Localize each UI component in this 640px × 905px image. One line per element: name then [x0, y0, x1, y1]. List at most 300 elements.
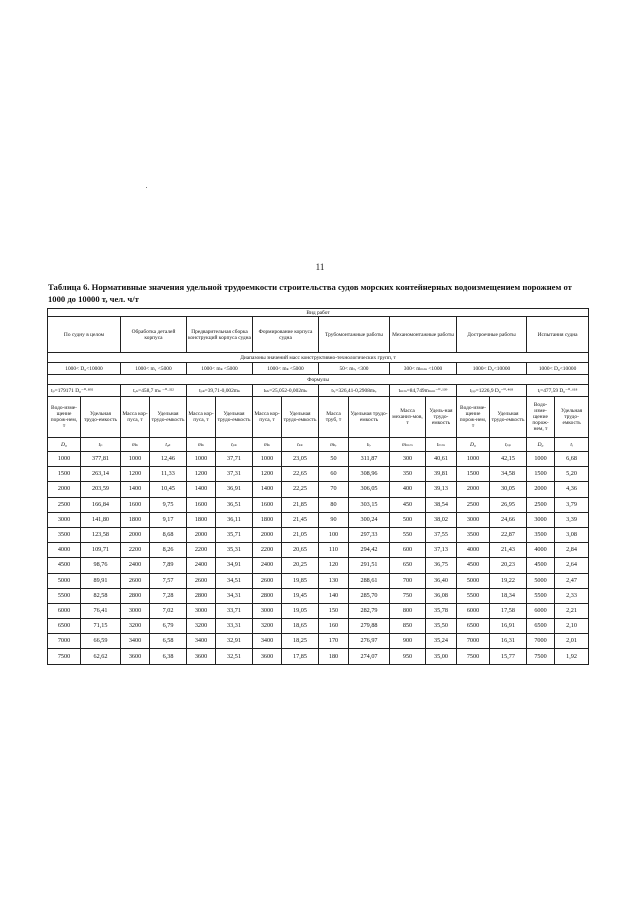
table-cell: 2000	[457, 482, 490, 497]
subheader-cell: Удельная трудо-емкость	[150, 397, 187, 438]
subheader-cell: Масса кор-пуса, т	[121, 397, 150, 438]
table-cell: 36,51	[216, 497, 253, 512]
table-cell: 377,81	[81, 452, 121, 467]
table-cell: 21,45	[282, 512, 319, 527]
table-cell: 3500	[527, 527, 555, 542]
table-cell: 1400	[253, 482, 282, 497]
work-type-header: Вид работ	[48, 309, 589, 317]
table-cell: 36,08	[426, 588, 457, 603]
table-cell: 2600	[121, 573, 150, 588]
table-cell: 123,58	[81, 527, 121, 542]
table-row	[48, 634, 589, 649]
table-cell: 6000	[457, 603, 490, 618]
table-cell: 110	[319, 543, 349, 558]
table-cell: 2600	[253, 573, 282, 588]
table-cell: 90	[319, 512, 349, 527]
table-cell: 3200	[253, 619, 282, 634]
formula-cell: tₚ=179171 D₀⁻⁰·⁸⁹²	[48, 385, 121, 397]
formula-cell: tₖₖ=25,052-0,002mₖ	[253, 385, 319, 397]
table-cell: 550	[390, 527, 426, 542]
table-cell: 16,31	[490, 634, 527, 649]
table-cell: 71,15	[81, 619, 121, 634]
table-cell: 7,89	[150, 558, 187, 573]
subheader-cell: Водо-изме-щение порож-нем, т	[527, 397, 555, 438]
table-cell: 37,71	[216, 452, 253, 467]
table-cell: 6,79	[150, 619, 187, 634]
table-cell: 22,87	[490, 527, 527, 542]
table-cell: 33,71	[216, 603, 253, 618]
formula-cell: tₚₚ=1226,9 D₀⁻⁰·⁴⁶⁸	[457, 385, 527, 397]
table-cell: 21,85	[282, 497, 319, 512]
table-cell: 76,41	[81, 603, 121, 618]
table-cell: 700	[390, 573, 426, 588]
table-cell: 166,84	[81, 497, 121, 512]
table-cell: 3000	[253, 603, 282, 618]
table-cell: 1200	[253, 467, 282, 482]
table-cell: 35,50	[426, 619, 457, 634]
subheader-cell: Масса кор-пуса, т	[187, 397, 216, 438]
table-cell: 5000	[457, 573, 490, 588]
symbol-cell: tₚₖ	[216, 438, 253, 452]
table-cell: 1500	[457, 467, 490, 482]
table-cell: 2,84	[555, 543, 589, 558]
table-cell: 7000	[457, 634, 490, 649]
table-row	[48, 543, 589, 558]
table-cell: 2200	[187, 543, 216, 558]
table-cell: 70	[319, 482, 349, 497]
table-row	[48, 573, 589, 588]
range-cell: 1000< D₀<10000	[457, 363, 527, 375]
table-cell: 750	[390, 588, 426, 603]
table-cell: 850	[390, 619, 426, 634]
table-cell: 5000	[48, 573, 81, 588]
table-cell: 1000	[48, 452, 81, 467]
table-cell: 950	[390, 649, 426, 664]
table-cell: 109,71	[81, 543, 121, 558]
table-cell: 7000	[527, 634, 555, 649]
table-cell: 2500	[48, 497, 81, 512]
symbol-cell: tₜᵣ	[349, 438, 390, 452]
table-cell: 1800	[121, 512, 150, 527]
table-cell: 62,62	[81, 649, 121, 664]
table-cell: 7500	[527, 649, 555, 664]
range-cell: 1000< mₖ <5000	[187, 363, 253, 375]
table-cell: 3000	[457, 512, 490, 527]
table-cell: 9,75	[150, 497, 187, 512]
work-type-header-row	[48, 309, 589, 317]
subheader-cell: Масса кор-пуса, т	[253, 397, 282, 438]
symbol-cell: D₀	[48, 438, 81, 452]
table-cell: 2600	[187, 573, 216, 588]
table-cell: 50	[319, 452, 349, 467]
range-cell: 300< mₘₘ <1000	[390, 363, 457, 375]
range-cell: 1000< D₀<10000	[527, 363, 589, 375]
table-cell: 11,33	[150, 467, 187, 482]
table-cell: 60	[319, 467, 349, 482]
table-cell: 7,28	[150, 588, 187, 603]
table-cell: 1800	[187, 512, 216, 527]
category-cell: По судну в целом	[48, 317, 121, 353]
table-cell: 2500	[457, 497, 490, 512]
table-cell: 7,02	[150, 603, 187, 618]
table-cell: 2,33	[555, 588, 589, 603]
table-cell: 6,38	[150, 649, 187, 664]
subheader-row	[48, 397, 589, 438]
table-cell: 4,36	[555, 482, 589, 497]
table-cell: 2400	[121, 558, 150, 573]
subheader-cell: Водо-изме-щение порож-нем, т	[457, 397, 490, 438]
table-cell: 34,58	[490, 467, 527, 482]
table-cell: 40,61	[426, 452, 457, 467]
symbol-cell: tᵢ	[555, 438, 589, 452]
table-cell: 1600	[121, 497, 150, 512]
table-cell: 288,61	[349, 573, 390, 588]
table-cell: 800	[390, 603, 426, 618]
subheader-cell: Удельная трудо-емкость	[81, 397, 121, 438]
table-cell: 32,51	[216, 649, 253, 664]
table-cell: 1400	[121, 482, 150, 497]
category-cell: Формирование корпуса судна	[253, 317, 319, 353]
subheader-cell: Удельная трудо-емкость	[490, 397, 527, 438]
table-cell: 2800	[121, 588, 150, 603]
norms-table	[47, 308, 589, 665]
table-cell: 276,97	[349, 634, 390, 649]
table-cell: 282,79	[349, 603, 390, 618]
table-cell: 34,91	[216, 558, 253, 573]
subheader-cell: Масса механиз-мов, т	[390, 397, 426, 438]
table-cell: 36,75	[426, 558, 457, 573]
table-cell: 36,91	[216, 482, 253, 497]
table-cell: 66,59	[81, 634, 121, 649]
symbol-cell: mₖ	[121, 438, 150, 452]
table-cell: 2,10	[555, 619, 589, 634]
table-cell: 3000	[187, 603, 216, 618]
table-cell: 3200	[187, 619, 216, 634]
table-cell: 285,70	[349, 588, 390, 603]
table-cell: 20,23	[490, 558, 527, 573]
symbol-cell: D₀	[457, 438, 490, 452]
table-cell: 3500	[48, 527, 81, 542]
table-cell: 3200	[121, 619, 150, 634]
table-cell: 36,40	[426, 573, 457, 588]
table-cell: 21,05	[282, 527, 319, 542]
table-cell: 279,88	[349, 619, 390, 634]
table-cell: 3500	[457, 527, 490, 542]
table-cell: 6,68	[555, 452, 589, 467]
range-cell: 1000< m₁ <5000	[121, 363, 187, 375]
table-cell: 1000	[121, 452, 150, 467]
table-cell: 26,95	[490, 497, 527, 512]
table-cell: 98,76	[81, 558, 121, 573]
category-cell: Обработка деталей корпуса	[121, 317, 187, 353]
table-cell: 3600	[187, 649, 216, 664]
symbol-cell: mₜᵣ	[319, 438, 349, 452]
table-cell: 39,13	[426, 482, 457, 497]
table-cell: 2000	[48, 482, 81, 497]
table-cell: 33,31	[216, 619, 253, 634]
table-cell: 5,20	[555, 467, 589, 482]
table-cell: 180	[319, 649, 349, 664]
table-cell: 303,15	[349, 497, 390, 512]
table-cell: 21,43	[490, 543, 527, 558]
table-cell: 19,45	[282, 588, 319, 603]
table-cell: 4500	[48, 558, 81, 573]
table-cell: 19,85	[282, 573, 319, 588]
table-cell: 19,05	[282, 603, 319, 618]
subheader-cell: Водо-изме-щение порож-нем, т	[48, 397, 81, 438]
table-cell: 2400	[253, 558, 282, 573]
table-cell: 100	[319, 527, 349, 542]
table-cell: 2000	[187, 527, 216, 542]
formulas-title: Формулы	[48, 375, 589, 385]
table-cell: 80	[319, 497, 349, 512]
subheader-cell: Удельная трудо-емкость	[216, 397, 253, 438]
table-cell: 1500	[48, 467, 81, 482]
table-cell: 311,87	[349, 452, 390, 467]
table-cell: 1000	[253, 452, 282, 467]
table-cell: 38,02	[426, 512, 457, 527]
formulas-row	[48, 385, 589, 397]
table-cell: 160	[319, 619, 349, 634]
table-cell: 17,85	[282, 649, 319, 664]
subheader-cell: Масса труб, т	[319, 397, 349, 438]
table-cell: 1200	[121, 467, 150, 482]
table-cell: 400	[390, 482, 426, 497]
table-cell: 3000	[121, 603, 150, 618]
table-cell: 500	[390, 512, 426, 527]
subheader-cell: Удельная трудо-емкость	[555, 397, 589, 438]
table-cell: 36,11	[216, 512, 253, 527]
category-cell: Предварительная сборка конструкций корпуса судна	[187, 317, 253, 353]
table-cell: 3600	[121, 649, 150, 664]
table-cell: 8,68	[150, 527, 187, 542]
table-cell: 2,01	[555, 634, 589, 649]
table-cell: 35,31	[216, 543, 253, 558]
table-cell: 6500	[48, 619, 81, 634]
table-cell: 3,39	[555, 512, 589, 527]
table-cell: 82,58	[81, 588, 121, 603]
table-cell: 2,64	[555, 558, 589, 573]
table-row	[48, 558, 589, 573]
table-cell: 6000	[527, 603, 555, 618]
table-cell: 6000	[48, 603, 81, 618]
table-row	[48, 527, 589, 542]
subheader-cell: Удельная трудо-емкость	[282, 397, 319, 438]
table-cell: 1600	[253, 497, 282, 512]
table-cell: 18,34	[490, 588, 527, 603]
table-row	[48, 467, 589, 482]
table-cell: 4000	[527, 543, 555, 558]
table-cell: 37,13	[426, 543, 457, 558]
table-cell: 34,31	[216, 588, 253, 603]
ranges-title: Диапазоны значений масс конструктивно-технологических групп, т	[48, 353, 589, 363]
range-cell: 1000< D₀<10000	[48, 363, 121, 375]
table-cell: 2500	[527, 497, 555, 512]
table-cell: 7500	[457, 649, 490, 664]
table-cell: 3400	[187, 634, 216, 649]
table-cell: 7500	[48, 649, 81, 664]
category-cell: Трубомонтажные работы	[319, 317, 390, 353]
table-cell: 2000	[121, 527, 150, 542]
table-cell: 35,71	[216, 527, 253, 542]
table-cell: 900	[390, 634, 426, 649]
table-cell: 35,24	[426, 634, 457, 649]
table-cell: 4000	[48, 543, 81, 558]
table-cell: 6500	[457, 619, 490, 634]
table-cell: 9,17	[150, 512, 187, 527]
table-cell: 10,45	[150, 482, 187, 497]
formula-cell: tᵢ=477,59 D₀⁻⁰·⁶¹⁸	[527, 385, 589, 397]
table-cell: 170	[319, 634, 349, 649]
symbol-cell: tₚ	[81, 438, 121, 452]
range-cell: 50< mₜᵣ <300	[319, 363, 390, 375]
table-cell: 2200	[121, 543, 150, 558]
symbol-cell: D₀	[527, 438, 555, 452]
table-cell: 294,42	[349, 543, 390, 558]
category-cell: Достроечные работы	[457, 317, 527, 353]
table-cell: 4500	[527, 558, 555, 573]
formula-cell: tₚₖ=39,71-0,002mₖ	[187, 385, 253, 397]
subheader-cell: Удельная трудо-емкость	[349, 397, 390, 438]
table-cell: 30,05	[490, 482, 527, 497]
table-cell: 15,77	[490, 649, 527, 664]
table-cell: 5500	[527, 588, 555, 603]
table-cell: 203,59	[81, 482, 121, 497]
table-cell: 5500	[457, 588, 490, 603]
table-cell: 1000	[527, 452, 555, 467]
range-cell: 1000< mₖ <5000	[253, 363, 319, 375]
formula-cell: tₜᵣ=326,41-0,2908mₜᵣ	[319, 385, 390, 397]
table-cell: 3000	[48, 512, 81, 527]
table-cell: 1000	[187, 452, 216, 467]
table-cell: 7,57	[150, 573, 187, 588]
table-cell: 1,92	[555, 649, 589, 664]
table-row	[48, 588, 589, 603]
scan-speck	[146, 187, 147, 188]
table-cell: 141,80	[81, 512, 121, 527]
table-cell: 1200	[187, 467, 216, 482]
category-cell: Механомонтажные работы	[390, 317, 457, 353]
table-cell: 3000	[527, 512, 555, 527]
table-cell: 5000	[527, 573, 555, 588]
table-cell: 22,25	[282, 482, 319, 497]
table-cell: 450	[390, 497, 426, 512]
table-caption: Таблица 6. Нормативные значения удельной трудоемкости строительства судов морских контейнерных водоизмещением порожнем от 1000 до 10000 т, чел. ч/т	[48, 282, 572, 304]
table-cell: 19,22	[490, 573, 527, 588]
table-cell: 3400	[121, 634, 150, 649]
table-cell: 4000	[457, 543, 490, 558]
table-cell: 89,91	[81, 573, 121, 588]
table-cell: 1600	[187, 497, 216, 512]
ranges-row	[48, 363, 589, 375]
symbol-cell: mₘₘ	[390, 438, 426, 452]
table-cell: 3600	[253, 649, 282, 664]
table-cell: 2200	[253, 543, 282, 558]
table-cell: 600	[390, 543, 426, 558]
table-cell: 16,91	[490, 619, 527, 634]
category-row	[48, 317, 589, 353]
table-cell: 35,00	[426, 649, 457, 664]
table-cell: 2400	[187, 558, 216, 573]
ranges-title-row	[48, 353, 589, 363]
table-cell: 300,24	[349, 512, 390, 527]
table-cell: 291,51	[349, 558, 390, 573]
table-cell: 263,14	[81, 467, 121, 482]
table-row	[48, 452, 589, 467]
table-cell: 42,15	[490, 452, 527, 467]
table-cell: 18,25	[282, 634, 319, 649]
table-cell: 37,55	[426, 527, 457, 542]
symbol-cell: tₘₘ	[426, 438, 457, 452]
table-cell: 7000	[48, 634, 81, 649]
table-cell: 32,91	[216, 634, 253, 649]
symbol-row	[48, 438, 589, 452]
table-cell: 120	[319, 558, 349, 573]
table-cell: 650	[390, 558, 426, 573]
table-cell: 2800	[187, 588, 216, 603]
table-row	[48, 482, 589, 497]
subheader-cell: Удель-ная трудо-емкость	[426, 397, 457, 438]
table-cell: 130	[319, 573, 349, 588]
table-cell: 140	[319, 588, 349, 603]
table-cell: 1500	[527, 467, 555, 482]
table-cell: 4500	[457, 558, 490, 573]
symbol-cell: tₚₚ	[490, 438, 527, 452]
table-cell: 300	[390, 452, 426, 467]
symbol-cell: mₖ	[187, 438, 216, 452]
table-cell: 3400	[253, 634, 282, 649]
table-cell: 3,08	[555, 527, 589, 542]
table-row	[48, 512, 589, 527]
table-cell: 2,47	[555, 573, 589, 588]
table-cell: 1400	[187, 482, 216, 497]
symbol-cell: mₖ	[253, 438, 282, 452]
formula-cell: tₘₘ=84,749mₘₘ⁻⁰·¹³⁹	[390, 385, 457, 397]
formulas-title-row	[48, 375, 589, 385]
table-cell: 297,33	[349, 527, 390, 542]
table-row	[48, 603, 589, 618]
table-cell: 150	[319, 603, 349, 618]
symbol-cell: tₒₖ	[150, 438, 187, 452]
category-cell: Испытания судна	[527, 317, 589, 353]
table-row	[48, 619, 589, 634]
table-cell: 20,25	[282, 558, 319, 573]
table-cell: 18,65	[282, 619, 319, 634]
table-cell: 350	[390, 467, 426, 482]
formula-cell: tₒₖ=458,7 mₖ ⁻⁰·³²²	[121, 385, 187, 397]
table-cell: 38,54	[426, 497, 457, 512]
table-cell: 8,26	[150, 543, 187, 558]
table-cell: 34,51	[216, 573, 253, 588]
table-cell: 308,96	[349, 467, 390, 482]
table-cell: 1800	[253, 512, 282, 527]
table-cell: 274,07	[349, 649, 390, 664]
page-number: 11	[315, 262, 325, 272]
table-row	[48, 497, 589, 512]
table-cell: 2000	[527, 482, 555, 497]
table-row	[48, 649, 589, 664]
table-cell: 17,58	[490, 603, 527, 618]
table-cell: 6,58	[150, 634, 187, 649]
table-cell: 5500	[48, 588, 81, 603]
table-cell: 39,81	[426, 467, 457, 482]
table-cell: 12,46	[150, 452, 187, 467]
table-cell: 306,05	[349, 482, 390, 497]
table-cell: 3,79	[555, 497, 589, 512]
table-cell: 2000	[253, 527, 282, 542]
table-cell: 2,21	[555, 603, 589, 618]
table-cell: 22,65	[282, 467, 319, 482]
